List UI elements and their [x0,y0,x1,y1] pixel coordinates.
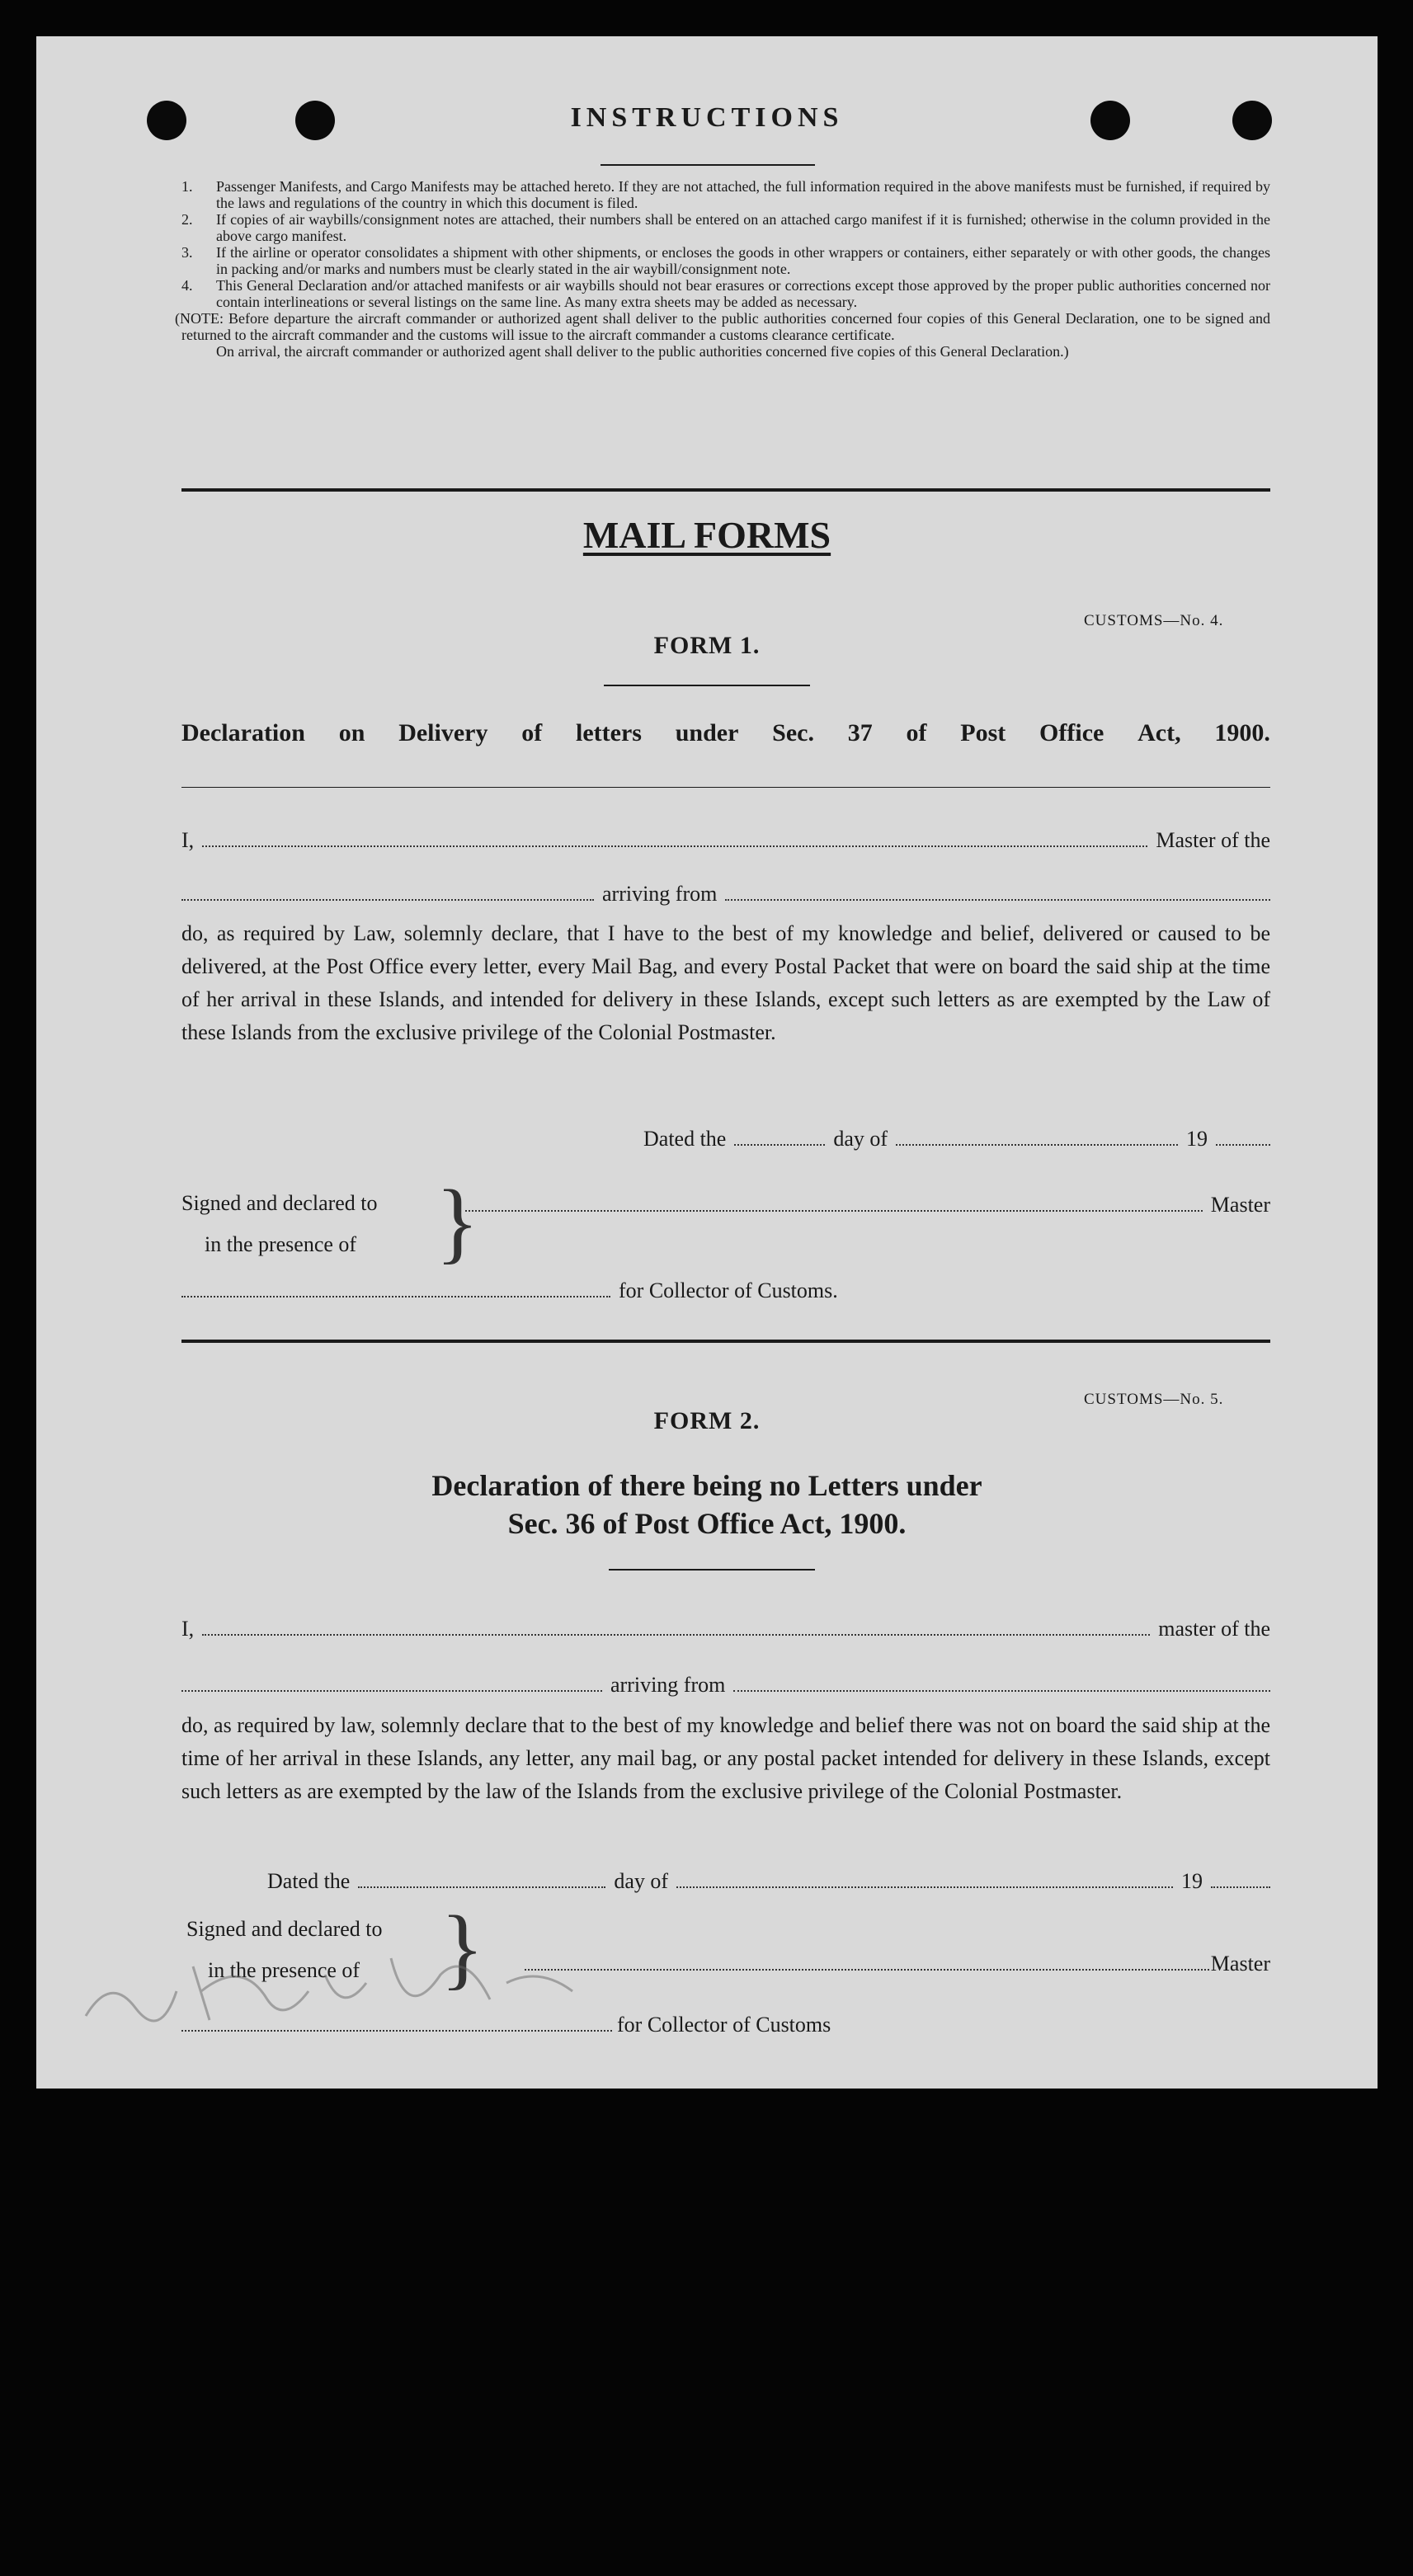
form1-master-line: I, Master of the [181,828,1270,852]
form2-dated-line: Dated the day of 19 [267,1869,1270,1894]
master-name-field-2[interactable] [202,1633,1150,1636]
form1-title-rule [181,787,1270,788]
form2-declaration-title: Declaration of there being no Letters under Sec. 36 of Post Office Act, 1900. [431,1469,982,1540]
form1-body: do, as required by Law, solemnly declare, that I have to the best of my knowledge and belief, delivered or caused to be delivered, at the Post Office every letter, every Mail Bag, and every Postal Packet that were on board the said ship at the time of her arrival in these Islands, and intended for delivery in these Islands, except such letters as are exempted by the Law of these Islands from the exclusive privilege of the Colonial Postmaster. [181,921,1270,1044]
section-divider-2 [181,1340,1270,1343]
form2-arriving-line: arriving from [181,1673,1270,1698]
date-year-field[interactable] [1216,1143,1270,1146]
master-signature-field-2[interactable] [525,1968,1209,1971]
date-day-field-2[interactable] [358,1886,605,1888]
ship-name-field[interactable] [181,898,594,901]
collector-signature-field[interactable] [181,1295,610,1297]
instruction-item: 4. This General Declaration and/or attached manifests or air waybills should not bear erasures or corrections except those approved by the proper public authorities concerned nor contain interlineations or several listings on the same line. As many extra sheets may be added as necessary. [181,277,1270,310]
form1-dated-line: Dated the day of 19 [643,1127,1270,1151]
master-name-field[interactable] [202,845,1147,847]
form1-customs-number: CUSTOMS—No. 4. [1084,612,1224,629]
form1-master-sign-line: Master [465,1193,1270,1217]
form2-label: FORM 2. [653,1407,761,1434]
date-day-field[interactable] [734,1143,825,1146]
arriving-from-field-2[interactable] [733,1689,1270,1692]
instruction-item: 2. If copies of air waybills/consignment notes are attached, their numbers shall be entered on an attached cargo manifest if it is furnished; otherwise in the column provided in the above cargo manifest. [181,211,1270,244]
form1-arriving-line: arriving from [181,882,1270,907]
form2-signed-label: Signed and declared to in the presence of [186,1917,383,1982]
form2-title-underline [609,1569,815,1571]
instructions-title: INSTRUCTIONS [570,102,844,133]
date-month-field-2[interactable] [676,1886,1173,1888]
form2-master-sign-line: Master [525,1952,1270,1976]
form1-collector-line: for Collector of Customs. [181,1279,1270,1303]
form2-collector-line: for Collector of Customs [181,2013,1270,2037]
ship-name-field-2[interactable] [181,1689,602,1692]
master-signature-field[interactable] [465,1209,1203,1212]
form1-declaration-title: Declaration on Delivery of letters under Sec. 37 of Post Office Act, 1900. [181,719,1270,746]
instructions-list [175,178,1270,360]
instruction-item: 1. Passenger Manifests, and Cargo Manifests may be attached hereto. If they are not attached, the full information required in the above manifests must be furnished, if required by the laws and regulations of the country in which this document is filed. [181,178,1270,211]
arriving-from-field[interactable] [725,898,1270,901]
date-year-field-2[interactable] [1211,1886,1270,1888]
handwritten-signature-icon [78,1942,589,2032]
form2-body: do, as required by law, solemnly declare that to the best of my knowledge and belief there was not on board the said ship at the time of her arrival in these Islands, any letter, any mail bag, or any postal packet intended for delivery in these Islands, except such letters as are exempted by the law of the Islands from the exclusive privilege of the Colonial Postmaster. [181,1713,1270,1803]
form1-signed-label: Signed and declared to in the presence of [181,1191,378,1256]
brace-icon: } [440,1897,484,1998]
mail-forms-title: MAIL FORMS [582,514,831,556]
instruction-note: (NOTE: Before departure the aircraft commander or authorized agent shall deliver to the public authorities concerned four copies of this General Declaration, one to be signed and returned to the aircraft commander and the customs will issue to the aircraft commander a customs clearance certificate. On arrival, the aircraft commander or authorized agent shall deliver to the public authorities concerned five copies of this General Declaration.) [175,310,1270,360]
form1-label: FORM 1. [653,632,761,659]
instruction-item: 3. If the airline or operator consolidates a shipment with other shipments, or encloses the goods in other wrappers or containers, either separately or with other goods, the changes in packing and/or marks and numbers must be clearly stated in the air waybill/consignment note. [181,244,1270,277]
date-month-field[interactable] [896,1143,1178,1146]
form1-label-underline [604,685,810,686]
instructions-title-underline [601,164,815,166]
form2-customs-number: CUSTOMS—No. 5. [1084,1391,1224,1408]
form2-master-line: I, master of the [181,1617,1270,1641]
document-page [36,36,1378,2089]
brace-icon: } [436,1171,479,1272]
section-divider-1 [181,488,1270,492]
